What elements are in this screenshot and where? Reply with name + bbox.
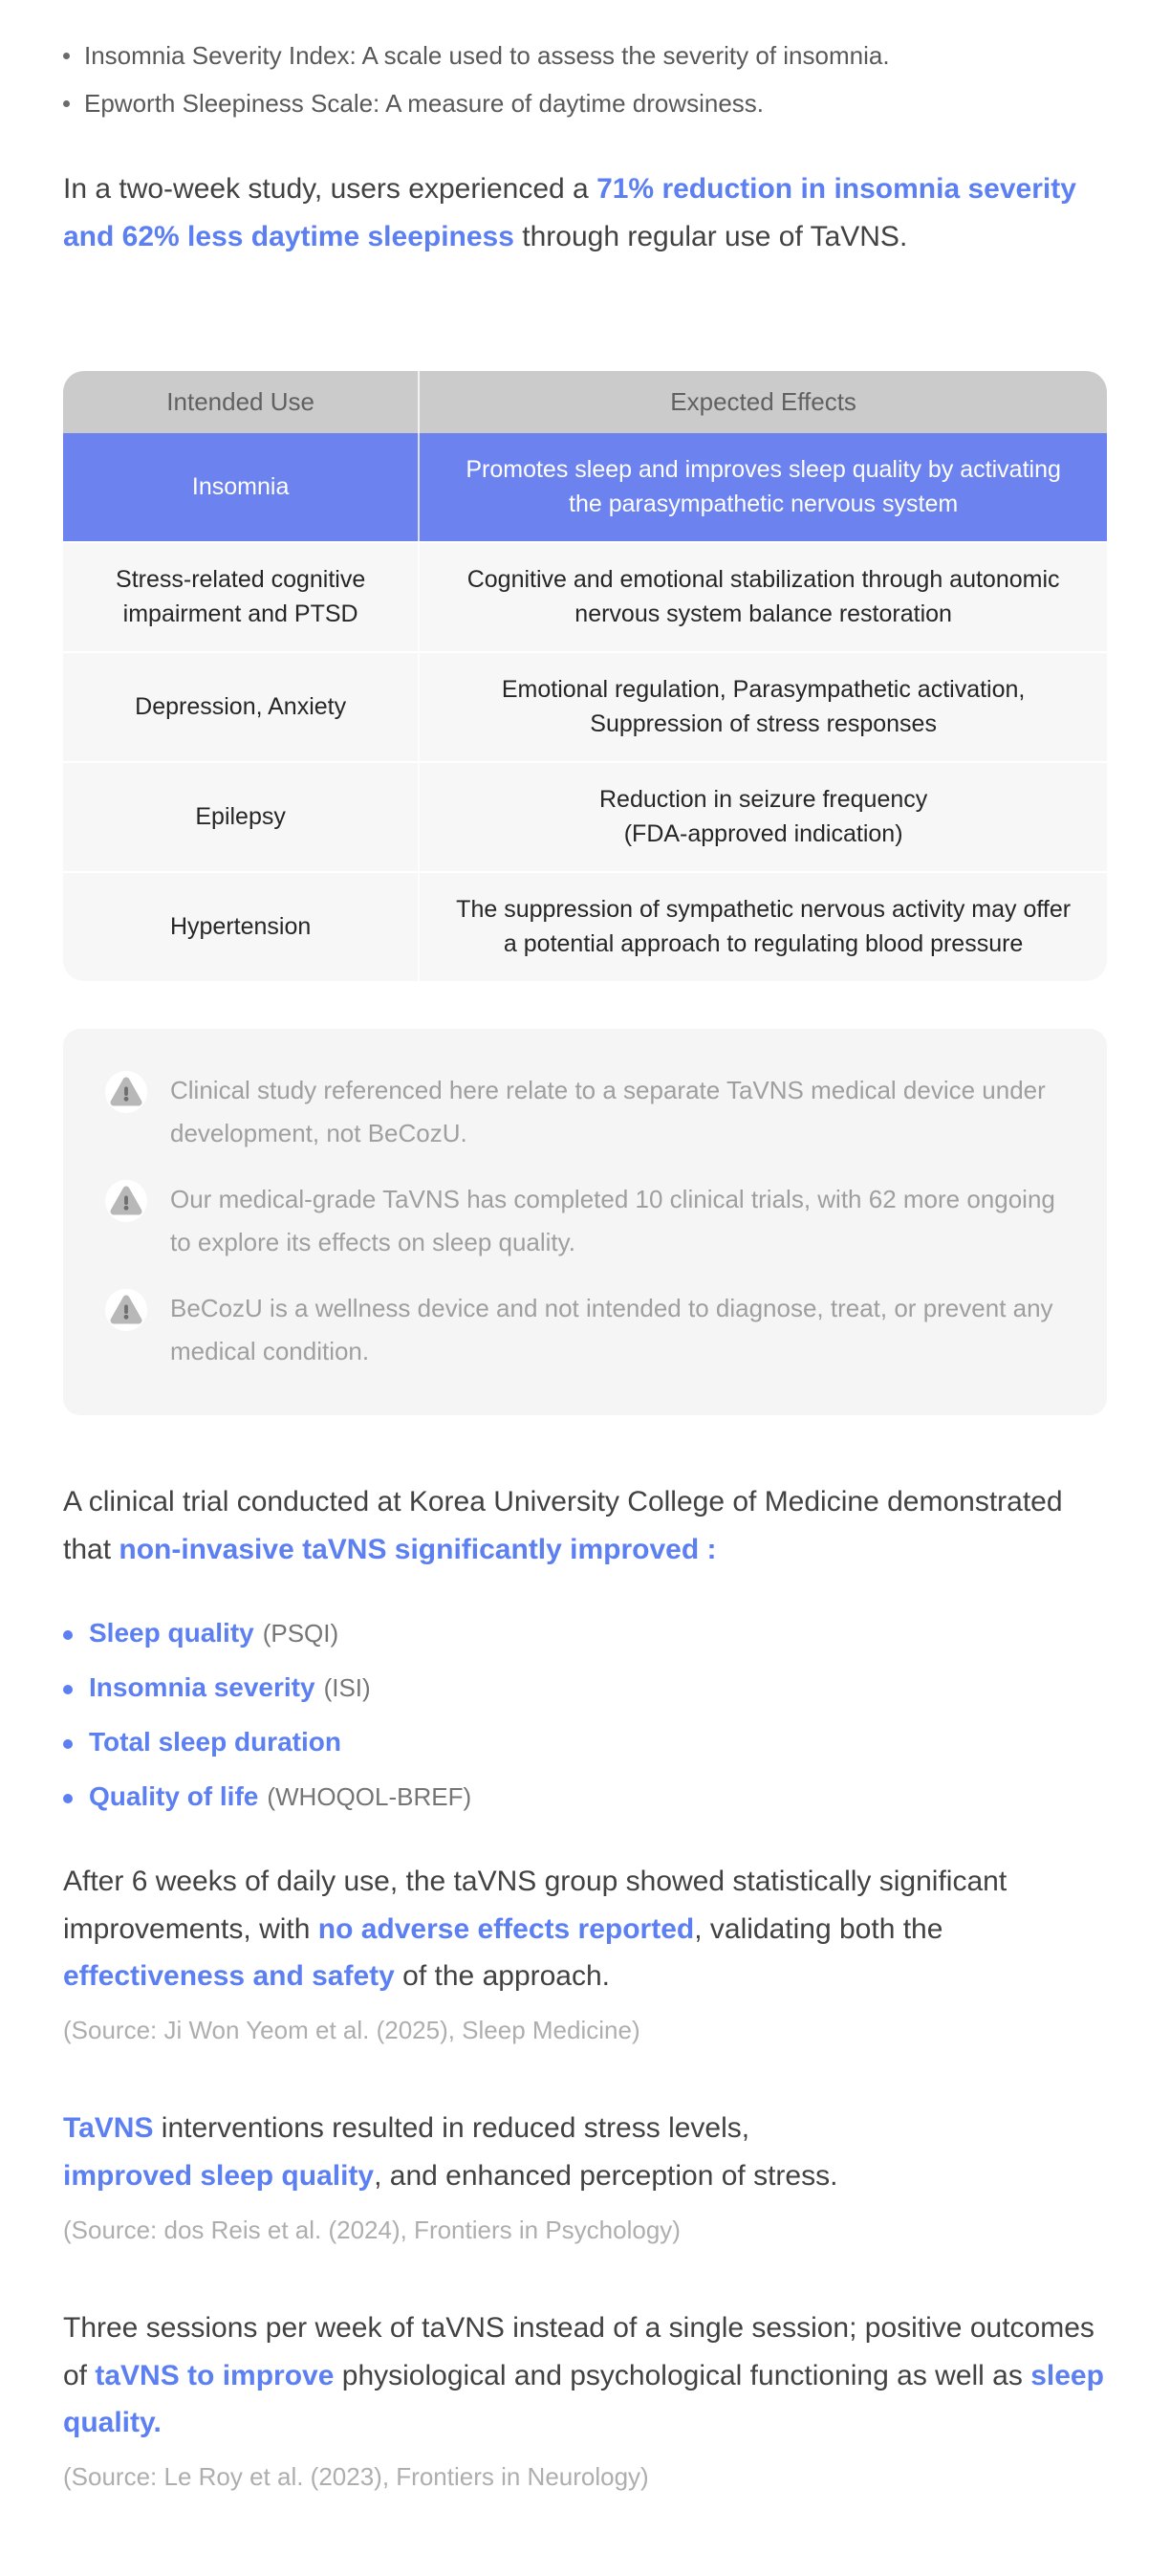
improvement-label: Insomnia severity bbox=[89, 1671, 315, 1702]
effect-line-1: Reduction in seizure frequency bbox=[599, 786, 928, 814]
list-item bbox=[63, 1781, 1107, 1812]
paragraph-text: , validating both the bbox=[694, 1912, 943, 1945]
source-citation: (Source: Le Roy et al. (2023), Frontiers in Neurology) bbox=[63, 2462, 649, 2492]
bullet-dot bbox=[63, 53, 70, 59]
highlighted-text: taVNS to improve bbox=[95, 2359, 335, 2391]
improvement-label: Sleep quality bbox=[89, 1617, 254, 1648]
three-sessions-paragraph bbox=[63, 2304, 1107, 2447]
improvements-list bbox=[63, 1618, 1107, 1812]
paragraph-text: Three sessions per week of taVNS instead of a single session; positive outcomes of bbox=[63, 2311, 1094, 2391]
table-cell-effect: The suppression of sympathetic nervous activity may offer a potential approach to regulating blood pressure bbox=[418, 873, 1107, 981]
source-citation: (Source: Ji Won Yeom et al. (2025), Sleep Medicine) bbox=[63, 2016, 640, 2045]
column-header-expected-effects: Expected Effects bbox=[418, 371, 1107, 433]
highlighted-text: no adverse effects reported bbox=[317, 1912, 695, 1945]
highlighted-text: improved sleep quality bbox=[63, 2160, 375, 2192]
bullet-dot bbox=[63, 100, 70, 107]
highlighted-text: non-invasive taVNS significantly improved : bbox=[119, 1534, 717, 1566]
improvement-note: (ISI) bbox=[323, 1672, 371, 1702]
highlighted-text: 71% reduction in insomnia severity and 62% less daytime sleepiness bbox=[63, 172, 1076, 252]
paragraph-text: After 6 weeks of daily use, the taVNS group showed statistically significant improvements, with bbox=[63, 1865, 1008, 1945]
bullet-dot bbox=[63, 1630, 73, 1640]
effect-line-2: (FDA-approved indication) bbox=[623, 819, 903, 847]
improvement-note: (PSQI) bbox=[262, 1618, 339, 1648]
paragraph-text: of the approach. bbox=[394, 1960, 611, 1993]
improvement-label: Total sleep duration bbox=[89, 1726, 341, 1757]
table-row-hypertension bbox=[63, 871, 1107, 981]
list-item bbox=[63, 1727, 1107, 1757]
paragraph-text: through regular use of TaVNS. bbox=[513, 220, 908, 252]
highlighted-text: sleep quality. bbox=[63, 2359, 1104, 2439]
clinical-trial-paragraph bbox=[63, 1478, 1107, 1574]
study-results-paragraph bbox=[63, 165, 1107, 261]
improvement-label: Quality of life bbox=[89, 1780, 259, 1811]
bullet-dot bbox=[63, 1739, 73, 1749]
intro-bullet-list bbox=[63, 38, 1107, 121]
paragraph-text: physiological and psychological functioning as well as bbox=[334, 2359, 1031, 2391]
list-item bbox=[63, 1672, 1107, 1703]
bullet-dot bbox=[63, 1685, 73, 1694]
paragraph-text: interventions resulted in reduced stress levels, bbox=[153, 2112, 750, 2145]
table-row-epilepsy bbox=[63, 761, 1107, 871]
disclaimer-text: Clinical study referenced here relate to a separate TaVNS medical device under development, not BeCozU. bbox=[170, 1076, 1046, 1148]
table-row-insomnia bbox=[63, 433, 1107, 541]
table-cell-effect bbox=[418, 763, 1107, 871]
list-item bbox=[63, 86, 1107, 121]
table-cell-use: Hypertension bbox=[169, 913, 312, 941]
intro-bullet-text: Epworth Sleepiness Scale: A measure of daytime drowsiness. bbox=[84, 88, 765, 118]
warning-icon bbox=[105, 1180, 147, 1222]
intended-use-table bbox=[63, 371, 1107, 981]
table-row-stress bbox=[63, 541, 1107, 651]
table-cell-use: Insomnia bbox=[191, 473, 290, 501]
warning-icon bbox=[105, 1289, 147, 1331]
source-citation: (Source: dos Reis et al. (2024), Frontiers in Psychology) bbox=[63, 2215, 681, 2244]
warning-icon bbox=[105, 1071, 147, 1113]
list-item bbox=[63, 38, 1107, 74]
bullet-dot bbox=[63, 1794, 73, 1803]
disclaimer-text: BeCozU is a wellness device and not intended to diagnose, treat, or prevent any medical condition. bbox=[170, 1294, 1053, 1366]
disclaimer-box bbox=[63, 1029, 1107, 1415]
table-cell-effect: Emotional regulation, Parasympathetic activation, Suppression of stress responses bbox=[418, 653, 1107, 761]
table-header-row bbox=[63, 371, 1107, 433]
table-cell-use: Stress-related cognitive impairment and PTSD bbox=[116, 566, 366, 627]
six-weeks-paragraph bbox=[63, 1858, 1107, 2000]
paragraph-text: In a two-week study, users experienced a bbox=[63, 172, 597, 205]
disclaimer-text: Our medical-grade TaVNS has completed 10 clinical trials, with 62 more ongoing to explore its effects on sleep quality. bbox=[170, 1185, 1055, 1257]
tavns-interventions-paragraph bbox=[63, 2105, 1107, 2200]
highlighted-text: TaVNS bbox=[63, 2112, 154, 2145]
paragraph-text: A clinical trial conducted at Korea University College of Medicine demonstrated that bbox=[63, 1486, 1063, 1566]
highlighted-text: effectiveness and safety bbox=[63, 1960, 395, 1993]
table-cell-effect: Cognitive and emotional stabilization through autonomic nervous system balance restoration bbox=[418, 543, 1107, 651]
disclaimer-item bbox=[105, 1178, 1065, 1264]
list-item bbox=[63, 1618, 1107, 1648]
table-row-depression bbox=[63, 651, 1107, 761]
table-cell-use: Depression, Anxiety bbox=[135, 693, 347, 721]
table-cell-use: Epilepsy bbox=[195, 803, 286, 831]
disclaimer-item bbox=[105, 1287, 1065, 1373]
intro-bullet-text: Insomnia Severity Index: A scale used to assess the severity of insomnia. bbox=[84, 41, 890, 70]
disclaimer-item bbox=[105, 1069, 1065, 1155]
improvement-note: (WHOQOL-BREF) bbox=[267, 1781, 472, 1811]
column-header-intended-use: Intended Use bbox=[166, 387, 314, 417]
paragraph-text: , and enhanced perception of stress. bbox=[374, 2160, 838, 2192]
table-cell-effect: Promotes sleep and improves sleep quality by activating the parasympathetic nervous system bbox=[418, 433, 1107, 541]
